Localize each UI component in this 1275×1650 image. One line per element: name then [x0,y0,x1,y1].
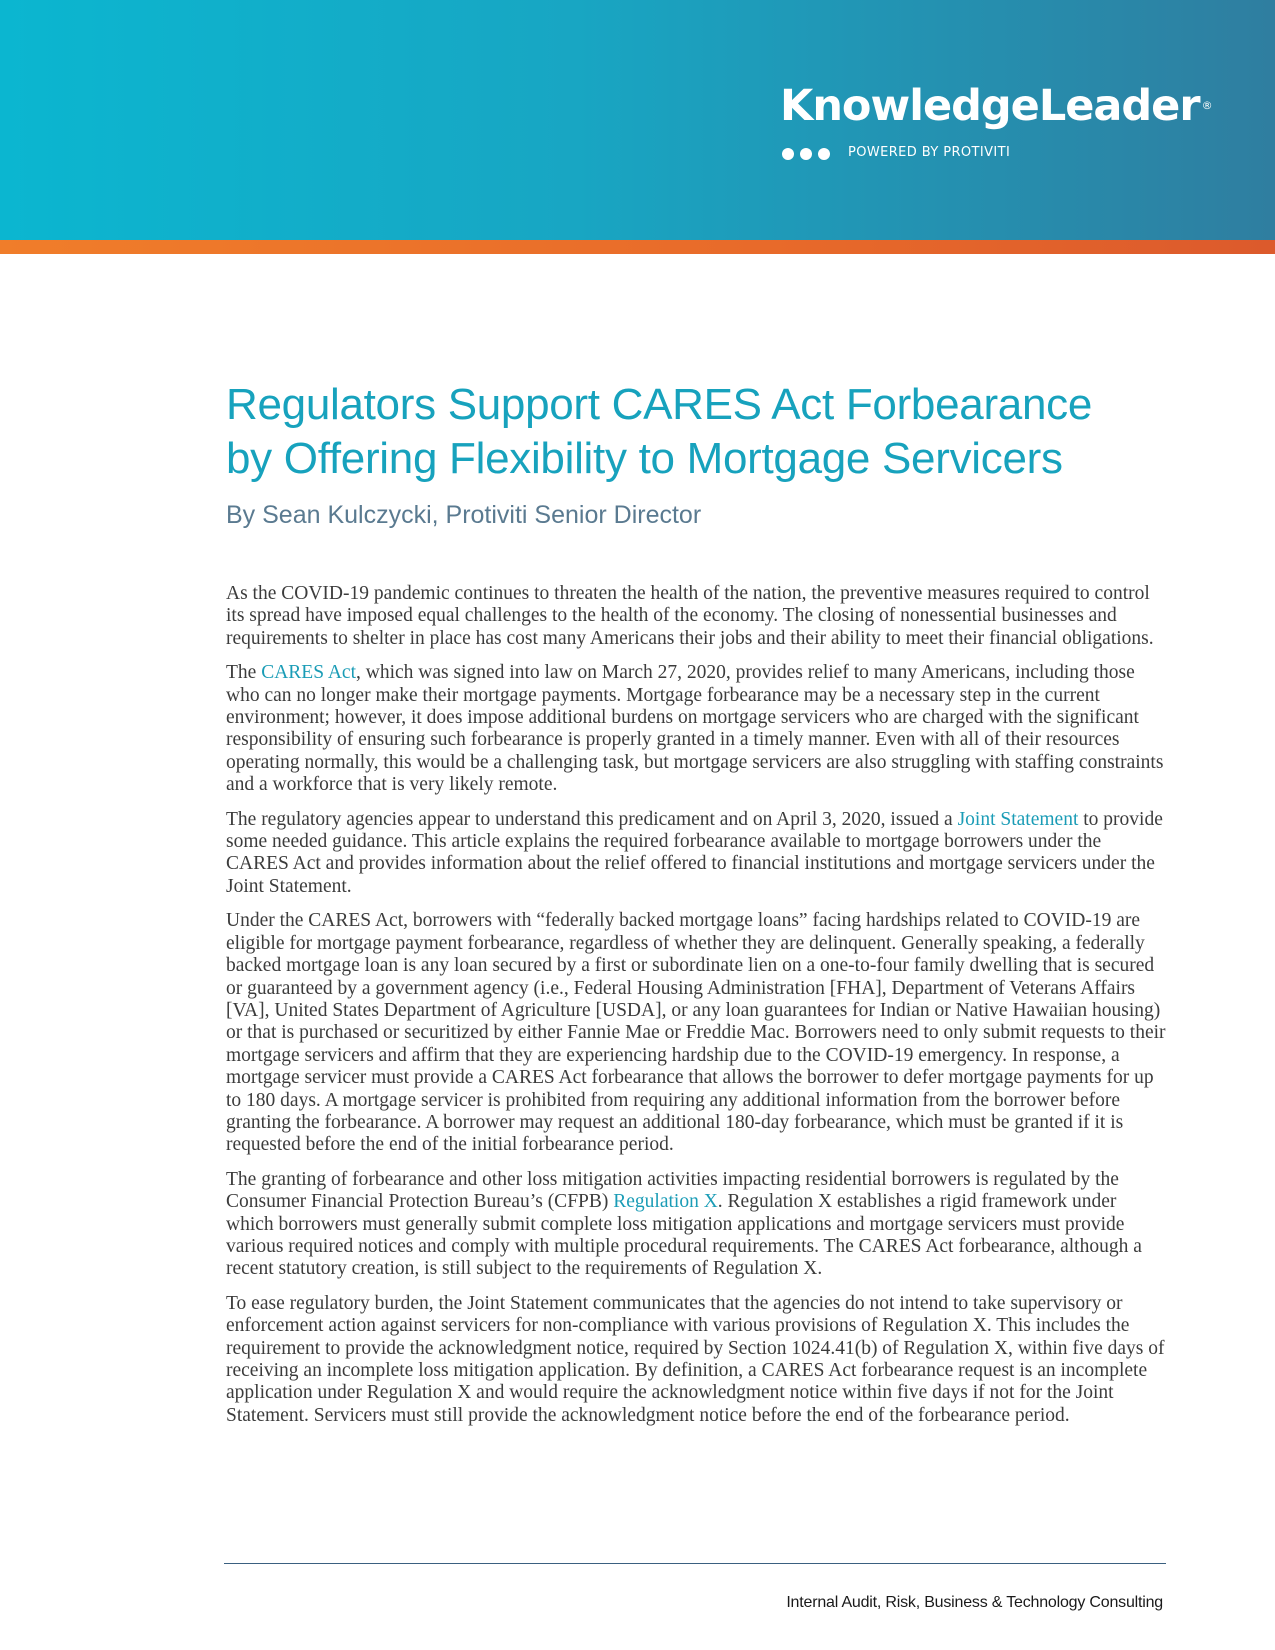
text-run: The granting of forbearance and other loss mitigation activities impacting residential borrowers is regulated by the Consumer Financial Protection Bureau’s (CFPB) [226,1168,1119,1213]
paragraph-1: As the COVID-19 pandemic continues to threaten the health of the nation, the preventive measures required to control its spread have imposed equal challenges to the health of the economy. The closing of nonessential businesses and requirements to shelter in place has cost many Americans their jobs and their ability to meet their financial obligations. [226,583,1154,649]
knowledgeleader-logo[interactable] [780,78,1212,134]
footer-tagline: Internal Audit, Risk, Business & Technology Consulting [786,1594,1163,1611]
byline: By Sean Kulczycki, Protiviti Senior Director [226,501,702,529]
dot [782,148,794,160]
paragraph-6: To ease regulatory burden, the Joint Statement communicates that the agencies do not intend to take supervisory or enforcement action against servicers for non-compliance with various provisions of Regulation X. This includes the requirement to provide the acknowledgment notice, required by Section 1024.41(b) of Regulation X, within five days of receiving an incomplete loss mitigation application. By definition, a CARES Act forbearance request is an incomplete application under Regulation X and would require the acknowledgment notice within five days if not for the Joint Statement. Servicers must still provide the acknowledgment notice before the end of the forbearance period. [226,1292,1165,1426]
title-line-1: Regulators Support CARES Act Forbearance [226,380,1093,429]
page-title [226,378,1226,486]
text-run: . Regulation X establishes a rigid framework under which borrowers must generally submit complete loss mitigation applications and mortgage servicers must provide various required notices and comply with multiple procedural requirements. The CARES Act forbearance, although a recent statutory creation, is still subject to the requirements of Regulation X. [226,1191,1142,1280]
dot [800,148,812,160]
article-body [226,583,1166,1439]
text-run: , which was signed into law on March 27, 2020, provides relief to many Americans, including those who can no longer make their mortgage payments. Mortgage forbearance may be a necessary step in the current environment; however, it does impose additional burdens on mortgage servicers who are charged with the significant responsibility of ensuring such forbearance is properly granted in a timely manner. Even with all of their resources operating normally, this would be a challenging task, but mortgage servicers are also struggling with staffing constraints and a workforce that is very likely remote. [226,662,1164,796]
text-run: The regulatory agencies appear to understand this predicament and on April 3, 2020, issued a [226,808,958,830]
logo-text: KnowledgeLeader [780,81,1200,131]
header-accent-stripe [0,240,1275,254]
cares-act-link[interactable]: CARES Act [261,662,357,684]
paragraph-4: Under the CARES Act, borrowers with “federally backed mortgage loans” facing hardships related to COVID-19 are eligible for mortgage payment forbearance, regardless of whether they are delinquent. Generally speaking, a federally backed mortgage loan is any loan secured by a first or subordinate lien on a one-to-four family dwelling that is secured or guaranteed by a government agency (i.e., Federal Housing Administration [FHA], Department of Veterans Affairs [VA], United States Department of Agriculture [USDA], or any loan guarantees for Indian or Native Hawaiian housing) or that is purchased or securitized by either Fannie Mae or Freddie Mac. Borrowers need to only submit requests to their mortgage servicers and affirm that they are experiencing hardship due to the COVID-19 emergency. In response, a mortgage servicer must provide a CARES Act forbearance that allows the borrower to defer mortgage payments for up to 180 days. A mortgage servicer is prohibited from requiring any additional information from the borrower before granting the forbearance. A borrower may request an additional 180-day forbearance, which must be granted if it is requested before the end of the initial forbearance period. [226,910,1166,1156]
joint-statement-link[interactable]: Joint Statement [957,808,1079,830]
paragraph-2 [226,662,1166,796]
regulation-x-link[interactable]: Regulation X [613,1191,718,1213]
header-banner [0,0,1275,240]
registered-mark: ® [1201,99,1212,112]
text-run: to provide some needed guidance. This article explains the required forbearance available to mortgage borrowers under the CARES Act and provides information about the relief offered to financial institutions and mortgage servicers under the Joint Statement. [226,808,1163,897]
text-run: The [226,662,262,684]
title-line-2: by Offering Flexibility to Mortgage Servicers [226,434,1063,483]
dot [818,148,830,160]
tagline: POWERED BY PROTIVITI [848,145,1011,160]
paragraph-5 [226,1169,1166,1281]
protiviti-dots-icon [782,148,830,160]
footer-divider [224,1563,1166,1564]
paragraph-3 [226,809,1166,899]
